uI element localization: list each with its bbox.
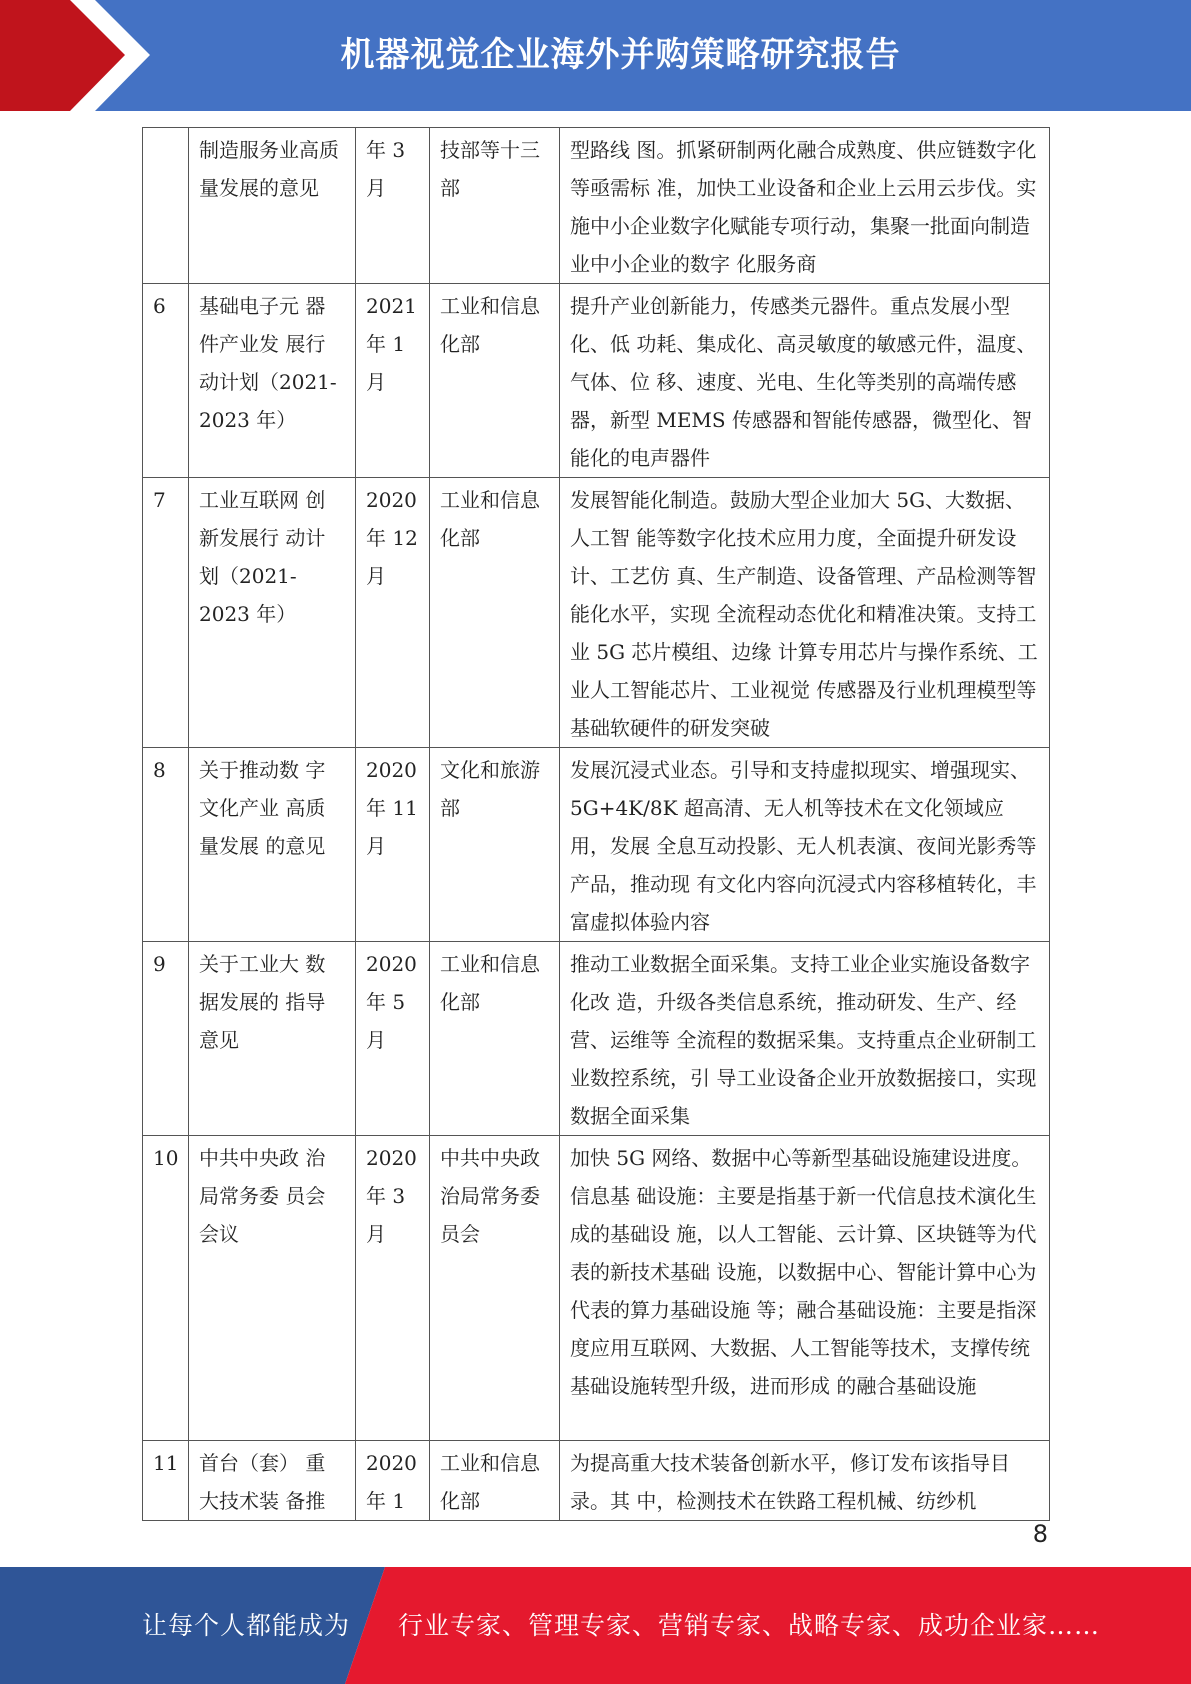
cell-policy-name: 中共中央政 治局常务委 员会会议 xyxy=(189,1136,356,1441)
cell-content: 为提高重大技术装备创新水平，修订发布该指导目录。其 中，检测技术在铁路工程机械、纺纱机 xyxy=(560,1441,1050,1521)
cell-no xyxy=(143,128,189,284)
cell-no: 11 xyxy=(143,1441,189,1521)
cell-date: 2021 年 1 月 xyxy=(356,284,430,478)
report-title: 机器视觉企业海外并购策略研究报告 xyxy=(340,35,901,75)
cell-department: 工业和信息化部 xyxy=(430,284,560,478)
cell-content: 发展沉浸式业态。引导和支持虚拟现实、增强现实、 5G+4K/8K 超高清、无人机等技术在文化领域应用，发展 全息互动投影、无人机表演、夜间光影秀等产品，推动现 有文化内容向沉浸式内容移植转化，丰富虚拟体验内容 xyxy=(560,748,1050,942)
header-chevron-decoration xyxy=(0,0,160,111)
cell-no: 7 xyxy=(143,478,189,748)
cell-no: 8 xyxy=(143,748,189,942)
cell-department: 技部等十三部 xyxy=(430,128,560,284)
page-footer xyxy=(0,1567,1191,1684)
cell-policy-name: 首台（套） 重大技术装 备推 xyxy=(189,1441,356,1521)
cell-content: 推动工业数据全面采集。支持工业企业实施设备数字化改 造，升级各类信息系统，推动研发、生产、经营、运维等 全流程的数据采集。支持重点企业研制工业数控系统，引 导工业设备企业开放数据接口，实现数据全面采集 xyxy=(560,942,1050,1136)
cell-no: 10 xyxy=(143,1136,189,1441)
table-row xyxy=(143,128,1050,284)
cell-content: 发展智能化制造。鼓励大型企业加大 5G、大数据、人工智 能等数字化技术应用力度，全面提升研发设计、工艺仿 真、生产制造、设备管理、产品检测等智能化水平，实现 全流程动态优化和精准决策。支持工业 5G 芯片模组、边缘 计算专用芯片与操作系统、工业人工智能芯片、工业视觉 传感器及行业机理模型等基础软硬件的研发突破 xyxy=(560,478,1050,748)
table-row xyxy=(143,748,1050,942)
cell-department: 文化和旅游部 xyxy=(430,748,560,942)
cell-date: 2020 年 3 月 xyxy=(356,1136,430,1441)
cell-no: 6 xyxy=(143,284,189,478)
cell-policy-name: 关于工业大 数据发展的 指导意见 xyxy=(189,942,356,1136)
cell-content: 型路线 图。抓紧研制两化融合成熟度、供应链数字化等亟需标 准，加快工业设备和企业上云用云步伐。实施中小企业数字化赋能专项行动，集聚一批面向制造业中小企业的数字 化服务商 xyxy=(560,128,1050,284)
cell-date: 2020 年 12 月 xyxy=(356,478,430,748)
cell-policy-name: 工业互联网 创新发展行 动计划（2021-2023 年） xyxy=(189,478,356,748)
cell-department: 工业和信息化部 xyxy=(430,1441,560,1521)
cell-policy-name: 关于推动数 字文化产业 高质量发展 的意见 xyxy=(189,748,356,942)
cell-date: 2020 年 5 月 xyxy=(356,942,430,1136)
policy-table xyxy=(142,127,1050,1521)
footer-slogan-right: 行业专家、管理专家、营销专家、战略专家、成功企业家…… xyxy=(398,1611,1101,1640)
cell-policy-name: 基础电子元 器件产业发 展行动计划（2021-2023 年） xyxy=(189,284,356,478)
cell-department: 工业和信息化部 xyxy=(430,478,560,748)
page-number: 8 xyxy=(1032,1520,1048,1548)
footer-slogan-left: 让每个人都能成为 xyxy=(142,1611,351,1640)
cell-department: 中共中央政治局常务委员会 xyxy=(430,1136,560,1441)
cell-content: 加快 5G 网络、数据中心等新型基础设施建设进度。信息基 础设施：主要是指基于新一代信息技术演化生成的基础设 施，以人工智能、云计算、区块链等为代表的新技术基础 设施，以数据中心、智能计算中心为代表的算力基础设施 等；融合基础设施：主要是指深度应用互联网、大数据、人工智能等技术，支撑传统基础设施转型升级，进而形成 的融合基础设施 xyxy=(560,1136,1050,1441)
table-row xyxy=(143,1136,1050,1441)
table-row xyxy=(143,1441,1050,1521)
page-header xyxy=(0,0,1191,111)
cell-content: 提升产业创新能力，传感类元器件。重点发展小型化、低 功耗、集成化、高灵敏度的敏感元件，温度、气体、位 移、速度、光电、生化等类别的高端传感器，新型 MEMS 传感器和智能传感器，微型化、智能化的电声器件 xyxy=(560,284,1050,478)
cell-date: 2020 年 1 xyxy=(356,1441,430,1521)
table-row xyxy=(143,478,1050,748)
cell-department: 工业和信息化部 xyxy=(430,942,560,1136)
cell-no: 9 xyxy=(143,942,189,1136)
table-row xyxy=(143,942,1050,1136)
cell-date: 2020 年 11 月 xyxy=(356,748,430,942)
cell-policy-name: 制造服务业高质量发展的意见 xyxy=(189,128,356,284)
cell-date: 年 3 月 xyxy=(356,128,430,284)
table-row xyxy=(143,284,1050,478)
